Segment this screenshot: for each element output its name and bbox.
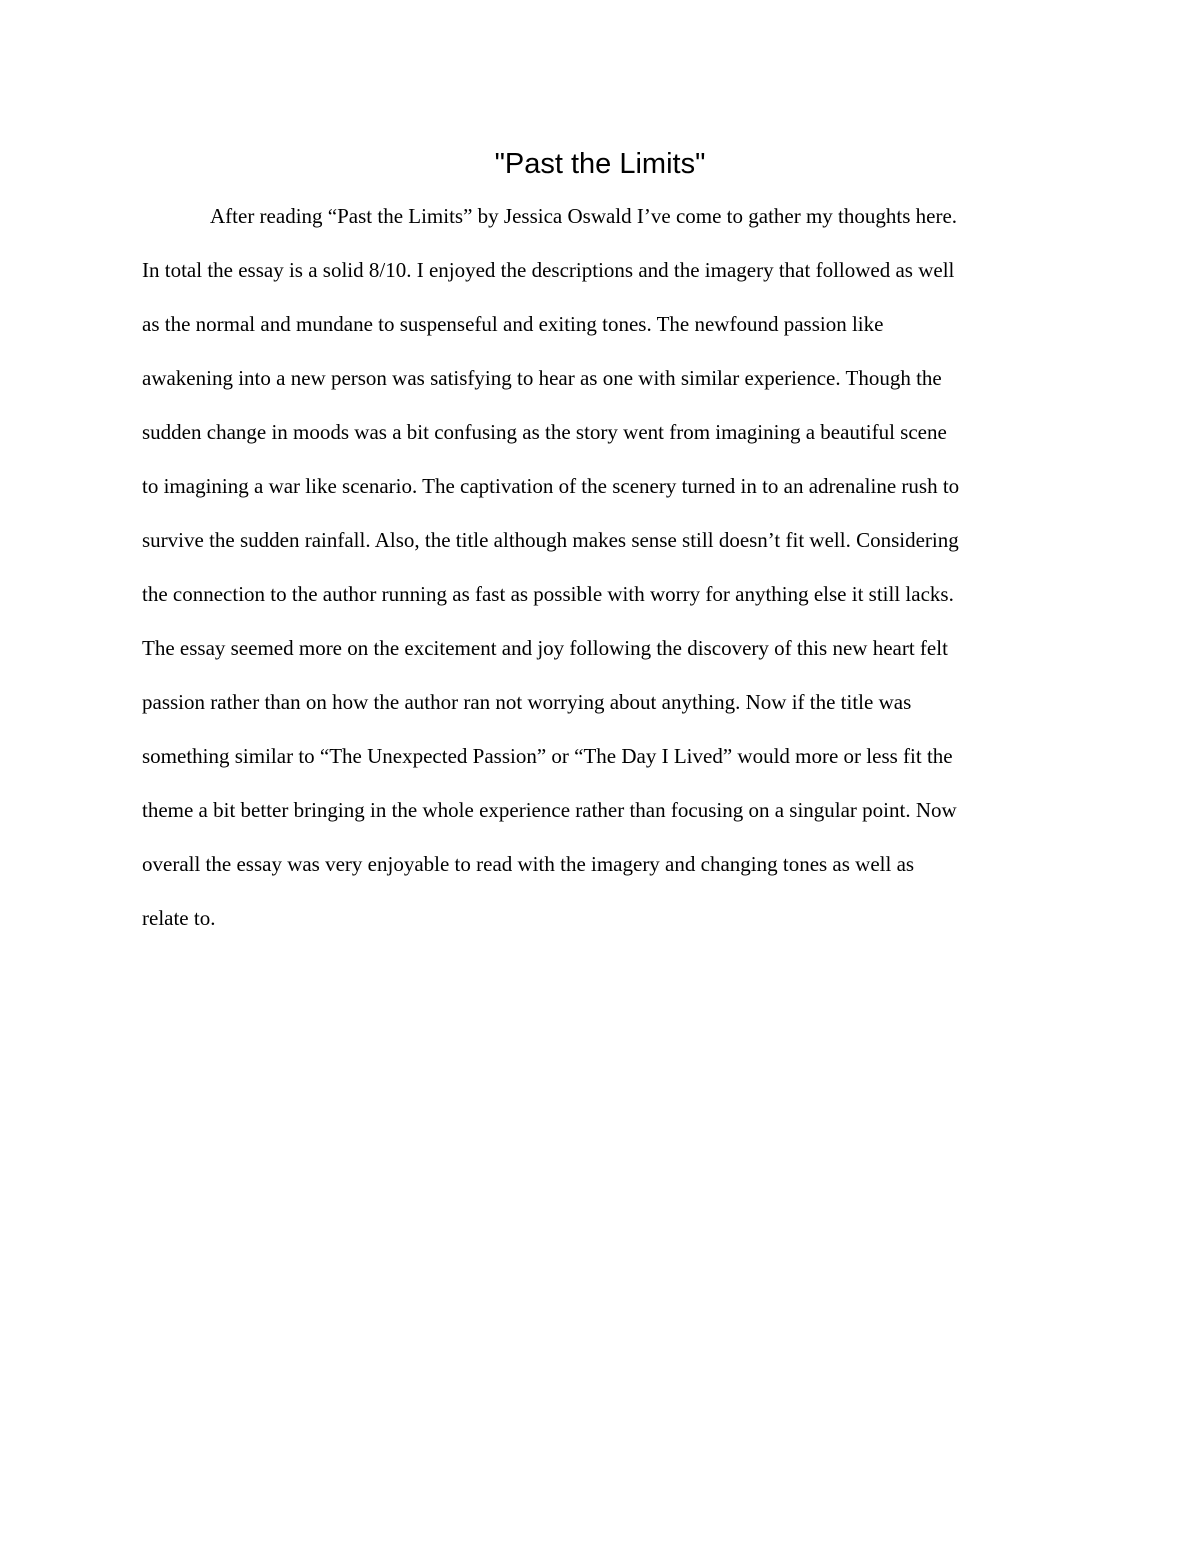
essay-line-8: the connection to the author running as fast as possible with worry for anything else it still lacks.	[142, 582, 954, 606]
essay-line-2: In total the essay is a solid 8/10. I enjoyed the descriptions and the imagery that followed as well	[142, 258, 955, 282]
essay-line-11: something similar to “The Unexpected Passion” or “The Day I Lived” would more or less fit the	[142, 744, 953, 768]
essay-line-10: passion rather than on how the author ran not worrying about anything. Now if the title was	[142, 690, 912, 714]
essay-line-3: as the normal and mundane to suspenseful and exiting tones. The newfound passion like	[142, 312, 884, 336]
essay-line-14: relate to.	[142, 906, 216, 930]
essay-line-6: to imagining a war like scenario. The captivation of the scenery turned in to an adrenaline rush to	[142, 474, 960, 498]
essay-line-9: The essay seemed more on the excitement and joy following the discovery of this new heart felt	[142, 636, 948, 660]
essay-line-4: awakening into a new person was satisfying to hear as one with similar experience. Though the	[142, 366, 942, 390]
essay-line-13: overall the essay was very enjoyable to read with the imagery and changing tones as well as	[142, 852, 915, 876]
essay-line-5: sudden change in moods was a bit confusing as the story went from imagining a beautiful scene	[142, 420, 947, 444]
essay-line-7: survive the sudden rainfall. Also, the title although makes sense still doesn’t fit well. Considering	[142, 528, 959, 552]
essay-body	[142, 198, 1072, 954]
essay-line-12: theme a bit better bringing in the whole experience rather than focusing on a singular point. Now	[142, 798, 957, 822]
essay-line-1: After reading “Past the Limits” by Jessica Oswald I’ve come to gather my thoughts here.	[210, 204, 958, 228]
essay-title: "Past the Limits"	[494, 148, 706, 180]
